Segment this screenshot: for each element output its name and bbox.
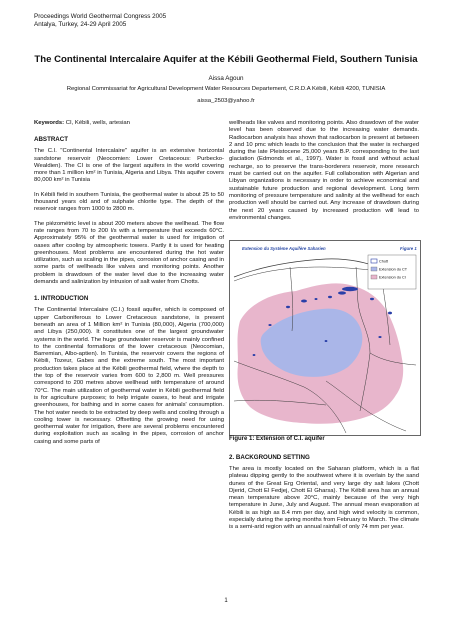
page-number: 1 xyxy=(224,598,228,604)
chott-marker xyxy=(286,306,290,308)
chott-marker xyxy=(253,354,256,356)
right-paragraph-1: wellheads like valves and monitoring points. Also drawdown of the water level has been observed due to the increasing water demands. Radiocarbon analysis has shown that radiocarbon is present at between 2 and 10 pmc which leads to the conclusion that the water is recharged during the late Pleistocene 25,000 years B.P. corresponding to the last glaciation (Edmonds et al., 1997). Water is fossil and without actual recharge, so to preserve the trans-borderers reservoir, more research must be carried out on the aquifer. Full collaboration with Algerian and Libyan organizations is necessary in order to achieve economical and sustainable future production and regional development. Long term monitoring of pressure temperature and salinity at the wellhead for each production well should be carried out. Any increase of drawdown during the next 20 years caused by increased production will lead to environmental changes. xyxy=(229,120,419,221)
legend-swatch-ci xyxy=(371,275,377,279)
map-legend xyxy=(368,255,416,289)
legend-chott: Chott xyxy=(379,259,389,264)
abstract-paragraph-1: The C.I. "Continental Intercalaire" aquifer is an extensive horizontal sandstone reservoir (Neocomien: Lower Cretaceous: Purbecko-Wealdien). The CI is one of the largest aquifers in the world covering more than 1 million km² in Tunisia, Algeria and Libya. This aquifer covers 80,000 km² in Tunisia xyxy=(34,148,224,184)
chott-marker xyxy=(315,298,318,300)
background-paragraph-1: The area is mostly located on the Saharan platform, which is a flat plateau dipping gently to the southwest where it is overlain by the sand dunes of the Great Erg Oriental, and very large dry salt lakes (Chott Djerid, Chott El Fedjej, Chott El Gharsa). The Kébili area has an annual mean temperature above 20°C, mainly because of the very high temperature in June, July and August. The annual mean evaporation at Kébili is as high as 8.4 mm per day, and high wind velocity is common, especially during the spring months from February to March. The climate is a semi-arid region with an annual rainfall of only 74 mm per year. xyxy=(229,466,419,531)
keywords xyxy=(34,120,224,127)
map-figure-label: Figure 1 xyxy=(400,246,417,251)
keywords-label: Keywords: xyxy=(34,120,65,126)
introduction-heading: 1. INTRODUCTION xyxy=(34,295,89,303)
legend-swatch-ct xyxy=(371,267,377,271)
chott-marker xyxy=(301,300,307,303)
legend-ct: Extension du CT xyxy=(379,267,408,272)
author-name: Aissa Agoun xyxy=(208,75,244,82)
abstract-paragraph-3: The piézométric level is about 200 meters above the wellhead. The flow rate ranges from 70 to 200 l/s with a temperature that exceeds 60°C. Approximately 95% of the geothermal water is used for irrigation of oases after cooling by atmospheric towers. Partly it is used for heating greenhouses. Most problems are encountered during the hot water utilization, such as scaling in the pipes, corrosion of anchor casing and in some parts of wellheads like valves and monitoring points. Another problem is drawdown of the water level due to the increasing water demands and salinization by intrusion of salt water from Chotts. xyxy=(34,220,224,286)
chott-marker xyxy=(342,287,358,291)
legend-swatch-chott xyxy=(371,259,377,263)
author-email: aissa_2503@yahoo.fr xyxy=(197,98,255,104)
paper-title: The Continental Intercalaire Aquifer at the Kébili Geothermal Field, Southern Tunisia xyxy=(34,54,418,65)
keywords-text: CI, Kébili, wells, artesian xyxy=(64,120,130,126)
extension-map-svg xyxy=(230,241,420,435)
chott-marker xyxy=(338,291,346,294)
proceedings-line-2: Antalya, Turkey, 24-29 April 2005 xyxy=(34,21,127,29)
right-column xyxy=(229,120,419,229)
left-column xyxy=(34,120,224,453)
figure-map xyxy=(229,240,421,436)
chott-marker xyxy=(378,336,381,338)
introduction-paragraph-1: The Continental Intercalaire (C.I.) fossil aquifer, which is composed of upper Carboniferous to Lower Cretaceous sandstone, is present beneath an area of 1 Million km² in Tunisia (80,000), Algeria (700,000) and Libya (250,000). It constitutes one of the largest groundwater systems in the world. The huge groundwater reservoir is mainly confined to the continental formations of the lower cretaceous (Neocomian, Barremian, Albo-aptien). In Tunisia, the reservoir covers the regions of Kébili, Tozeur, Gabes and the extreme south. The most important production takes place at the Kébili geothermal field, where the depth to the top of the reservoir varies from 600 to 2,800 m. Well pressures correspond to 200 metres above wellhead with temperature of around 70°C. The main utilization of geothermal water in Kébili geothermal field is for agriculture purposes; to help irrigate oases, to heat and irrigate greenhouses, for bathing and in some cases for animals' consumption. The hot water needs to be extracted by deep wells and cooling through a cooling tower is necessary. Offsetting the growing need for using geothermal water for irrigation, there are several problems encountered during exploitation such as scaling in the pipes, corrosion of anchor casing and some parts of xyxy=(34,307,224,445)
chott-marker xyxy=(328,296,332,298)
abstract-heading: ABSTRACT xyxy=(34,136,69,144)
proceedings-line-1: Proceedings World Geothermal Congress 2005 xyxy=(34,13,167,20)
map-title: Extension du Système Aquifère Saharien xyxy=(242,246,326,251)
background-heading: 2. BACKGROUND SETTING xyxy=(229,454,310,461)
legend-ci: Extension du CI xyxy=(379,275,406,280)
abstract-paragraph-2: In Kébili field in southern Tunisia, the geothermal water is about 25 to 50 thousand years old and of sulphate chlorite type. The depth of the reservoir ranges from 1000 to 2800 m. xyxy=(34,191,224,213)
author-affiliation: Regional Commissariat for Agricultural Development Water Resources Departement, C.R.D.A Kébili, Kébili 4200, TUNISIA xyxy=(66,86,386,92)
background-section xyxy=(229,445,419,539)
chott-marker xyxy=(325,340,328,342)
chott-marker xyxy=(268,324,271,326)
chott-marker xyxy=(370,298,374,300)
chott-marker xyxy=(388,312,392,315)
proceedings-header xyxy=(34,13,166,29)
figure-caption: Figure 1: Extension of C.I. aquifer xyxy=(229,436,325,442)
